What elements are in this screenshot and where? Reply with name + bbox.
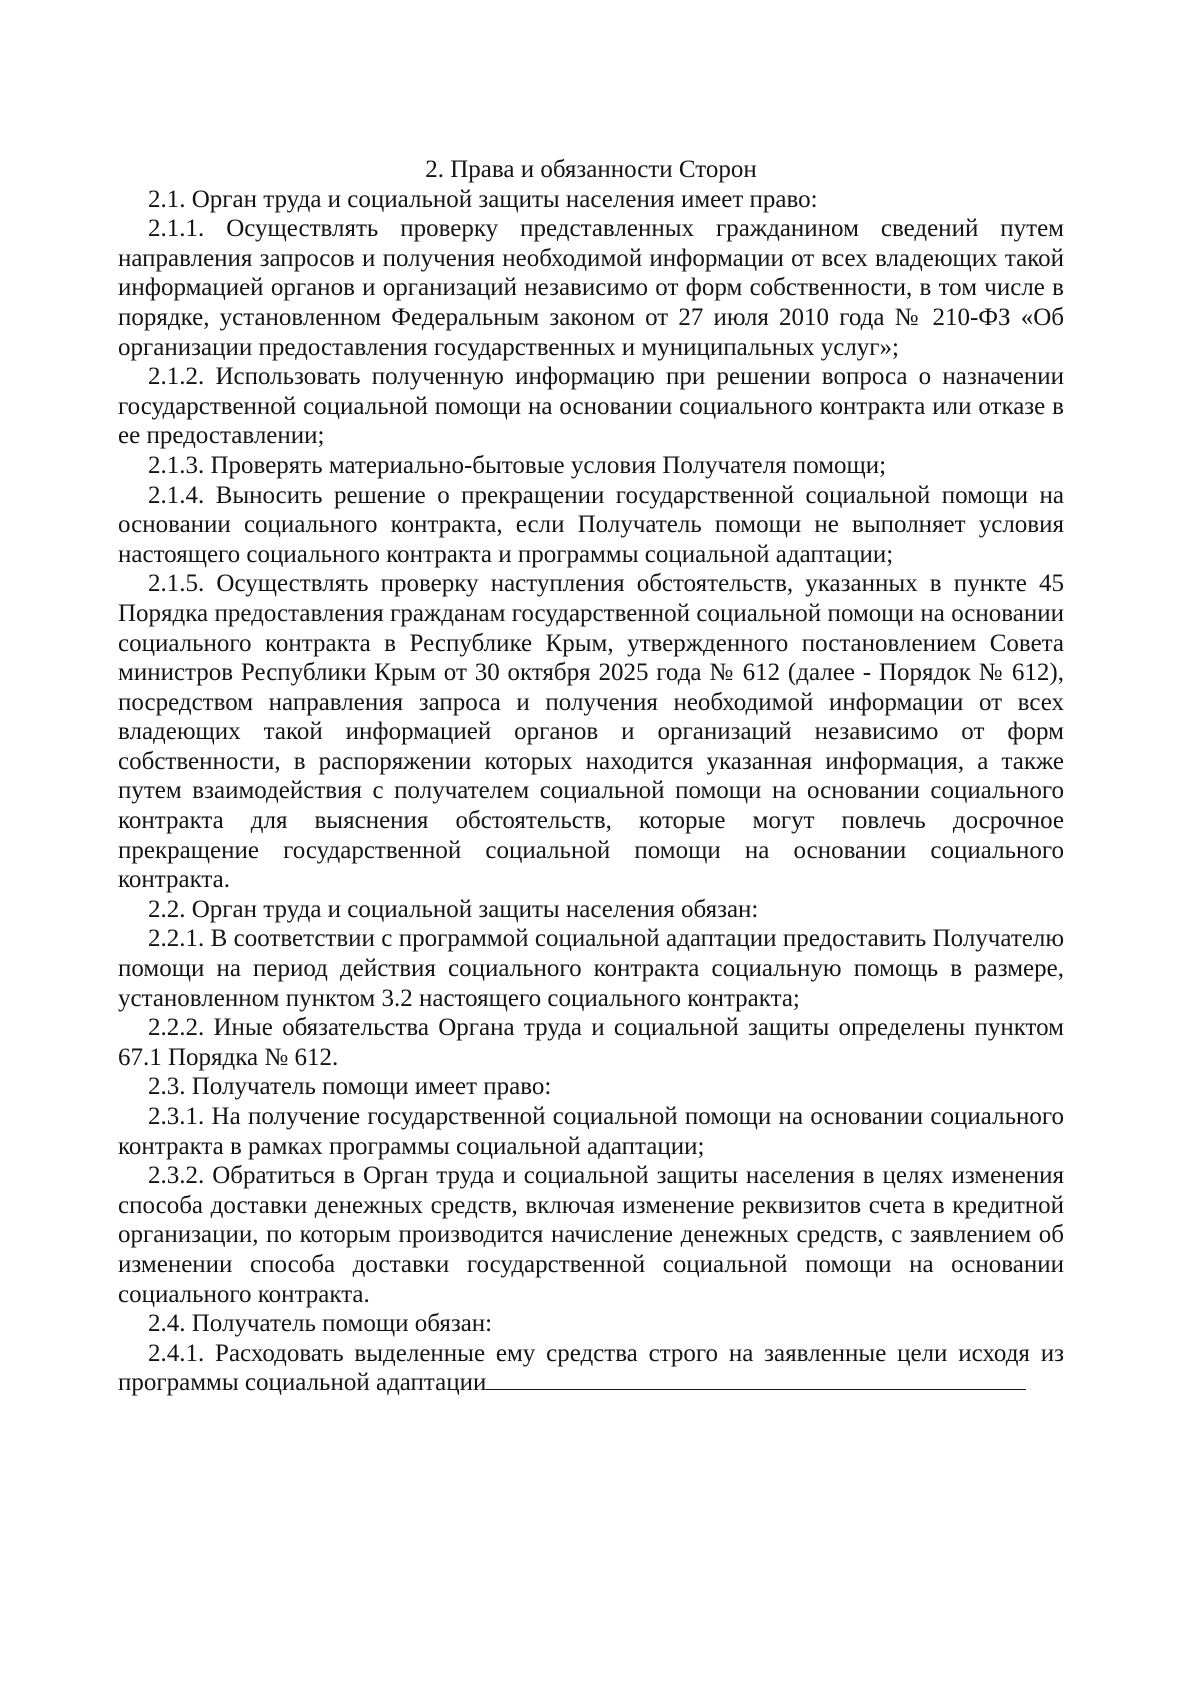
paragraph-2-3-1: 2.3.1. На получение государственной социальной помощи на основании социального контракта в рамках программы социальной адаптации;: [118, 1103, 1064, 1160]
fill-in-line[interactable]: [486, 1369, 1026, 1390]
paragraph-2-4-1: [118, 1339, 1064, 1398]
document-page: [118, 155, 1064, 1398]
section-title: 2. Права и обязанности Сторон: [425, 156, 757, 183]
paragraph-2-1-5: 2.1.5. Осуществлять проверку наступления обстоятельств, указанных в пункте 45 Порядка предоставления гражданам государственной социальной помощи на основании социального контракта в Республике Крым, утвержденного постановлением Совета министров Республики Крым от 30 октября 2025 года № 612 (далее - Порядок № 612), посредством направления запроса и получения необходимой информации от всех владеющих такой информацией органов и организаций независимо от форм собственности, в распоряжении которых находится указанная информация, а также путем взаимодействия с получателем социальной помощи на основании социального контракта для выяснения обстоятельств, которые могут повлечь досрочное прекращение государственной социальной помощи на основании социального контракта.: [118, 570, 1064, 894]
paragraph-2-3: 2.3. Получатель помощи имеет право:: [148, 1073, 552, 1101]
paragraph-2-1-4: 2.1.4. Выносить решение о прекращении государственной социальной помощи на основании социального контракта, если Получатель помощи не выполняет условия настоящего социального контракта и программы социальной адаптации;: [118, 481, 1064, 568]
paragraph-2-4-1-text: 2.4.1. Расходовать выделенные ему средства строго на заявленные цели исходя из программы социальной адаптации: [118, 1339, 1064, 1397]
paragraph-2-3-2: 2.3.2. Обратиться в Орган труда и социальной защиты населения в целях изменения способа доставки денежных средств, включая изменение реквизитов счета в кредитной организации, по которым производится начисление денежных средств, с заявлением об изменении способа доставки государственной социальной помощи на основании социального контракта.: [118, 1162, 1064, 1308]
paragraph-2-1: 2.1. Орган труда и социальной защиты населения имеет право:: [148, 185, 818, 213]
paragraph-2-1-1: 2.1.1. Осуществлять проверку представленных гражданином сведений путем направления запросов и получения необходимой информации от всех владеющих такой информацией органов и организаций независимо от форм собственности, в том числе в порядке, установленном Федеральным законом от 27 июля 2010 года № 210-ФЗ «Об организации предоставления государственных и муниципальных услуг»;: [118, 215, 1064, 361]
paragraph-2-1-3: 2.1.3. Проверять материально-бытовые условия Получателя помощи;: [148, 451, 887, 479]
paragraph-2-1-2: 2.1.2. Использовать полученную информацию при решении вопроса о назначении государственной социальной помощи на основании социального контракта или отказе в ее предоставлении;: [118, 363, 1064, 450]
paragraph-2-4: 2.4. Получатель помощи обязан:: [148, 1310, 493, 1338]
paragraph-2-2-2: 2.2.2. Иные обязательства Органа труда и социальной защиты определены пунктом 67.1 Порядка № 612.: [118, 1014, 1064, 1071]
paragraph-2-2-1: 2.2.1. В соответствии с программой социальной адаптации предоставить Получателю помощи на период действия социального контракта социальную помощь в размере, установленном пунктом 3.2 настоящего социального контракта;: [118, 925, 1064, 1012]
paragraph-2-2: 2.2. Орган труда и социальной защиты населения обязан:: [148, 895, 759, 923]
